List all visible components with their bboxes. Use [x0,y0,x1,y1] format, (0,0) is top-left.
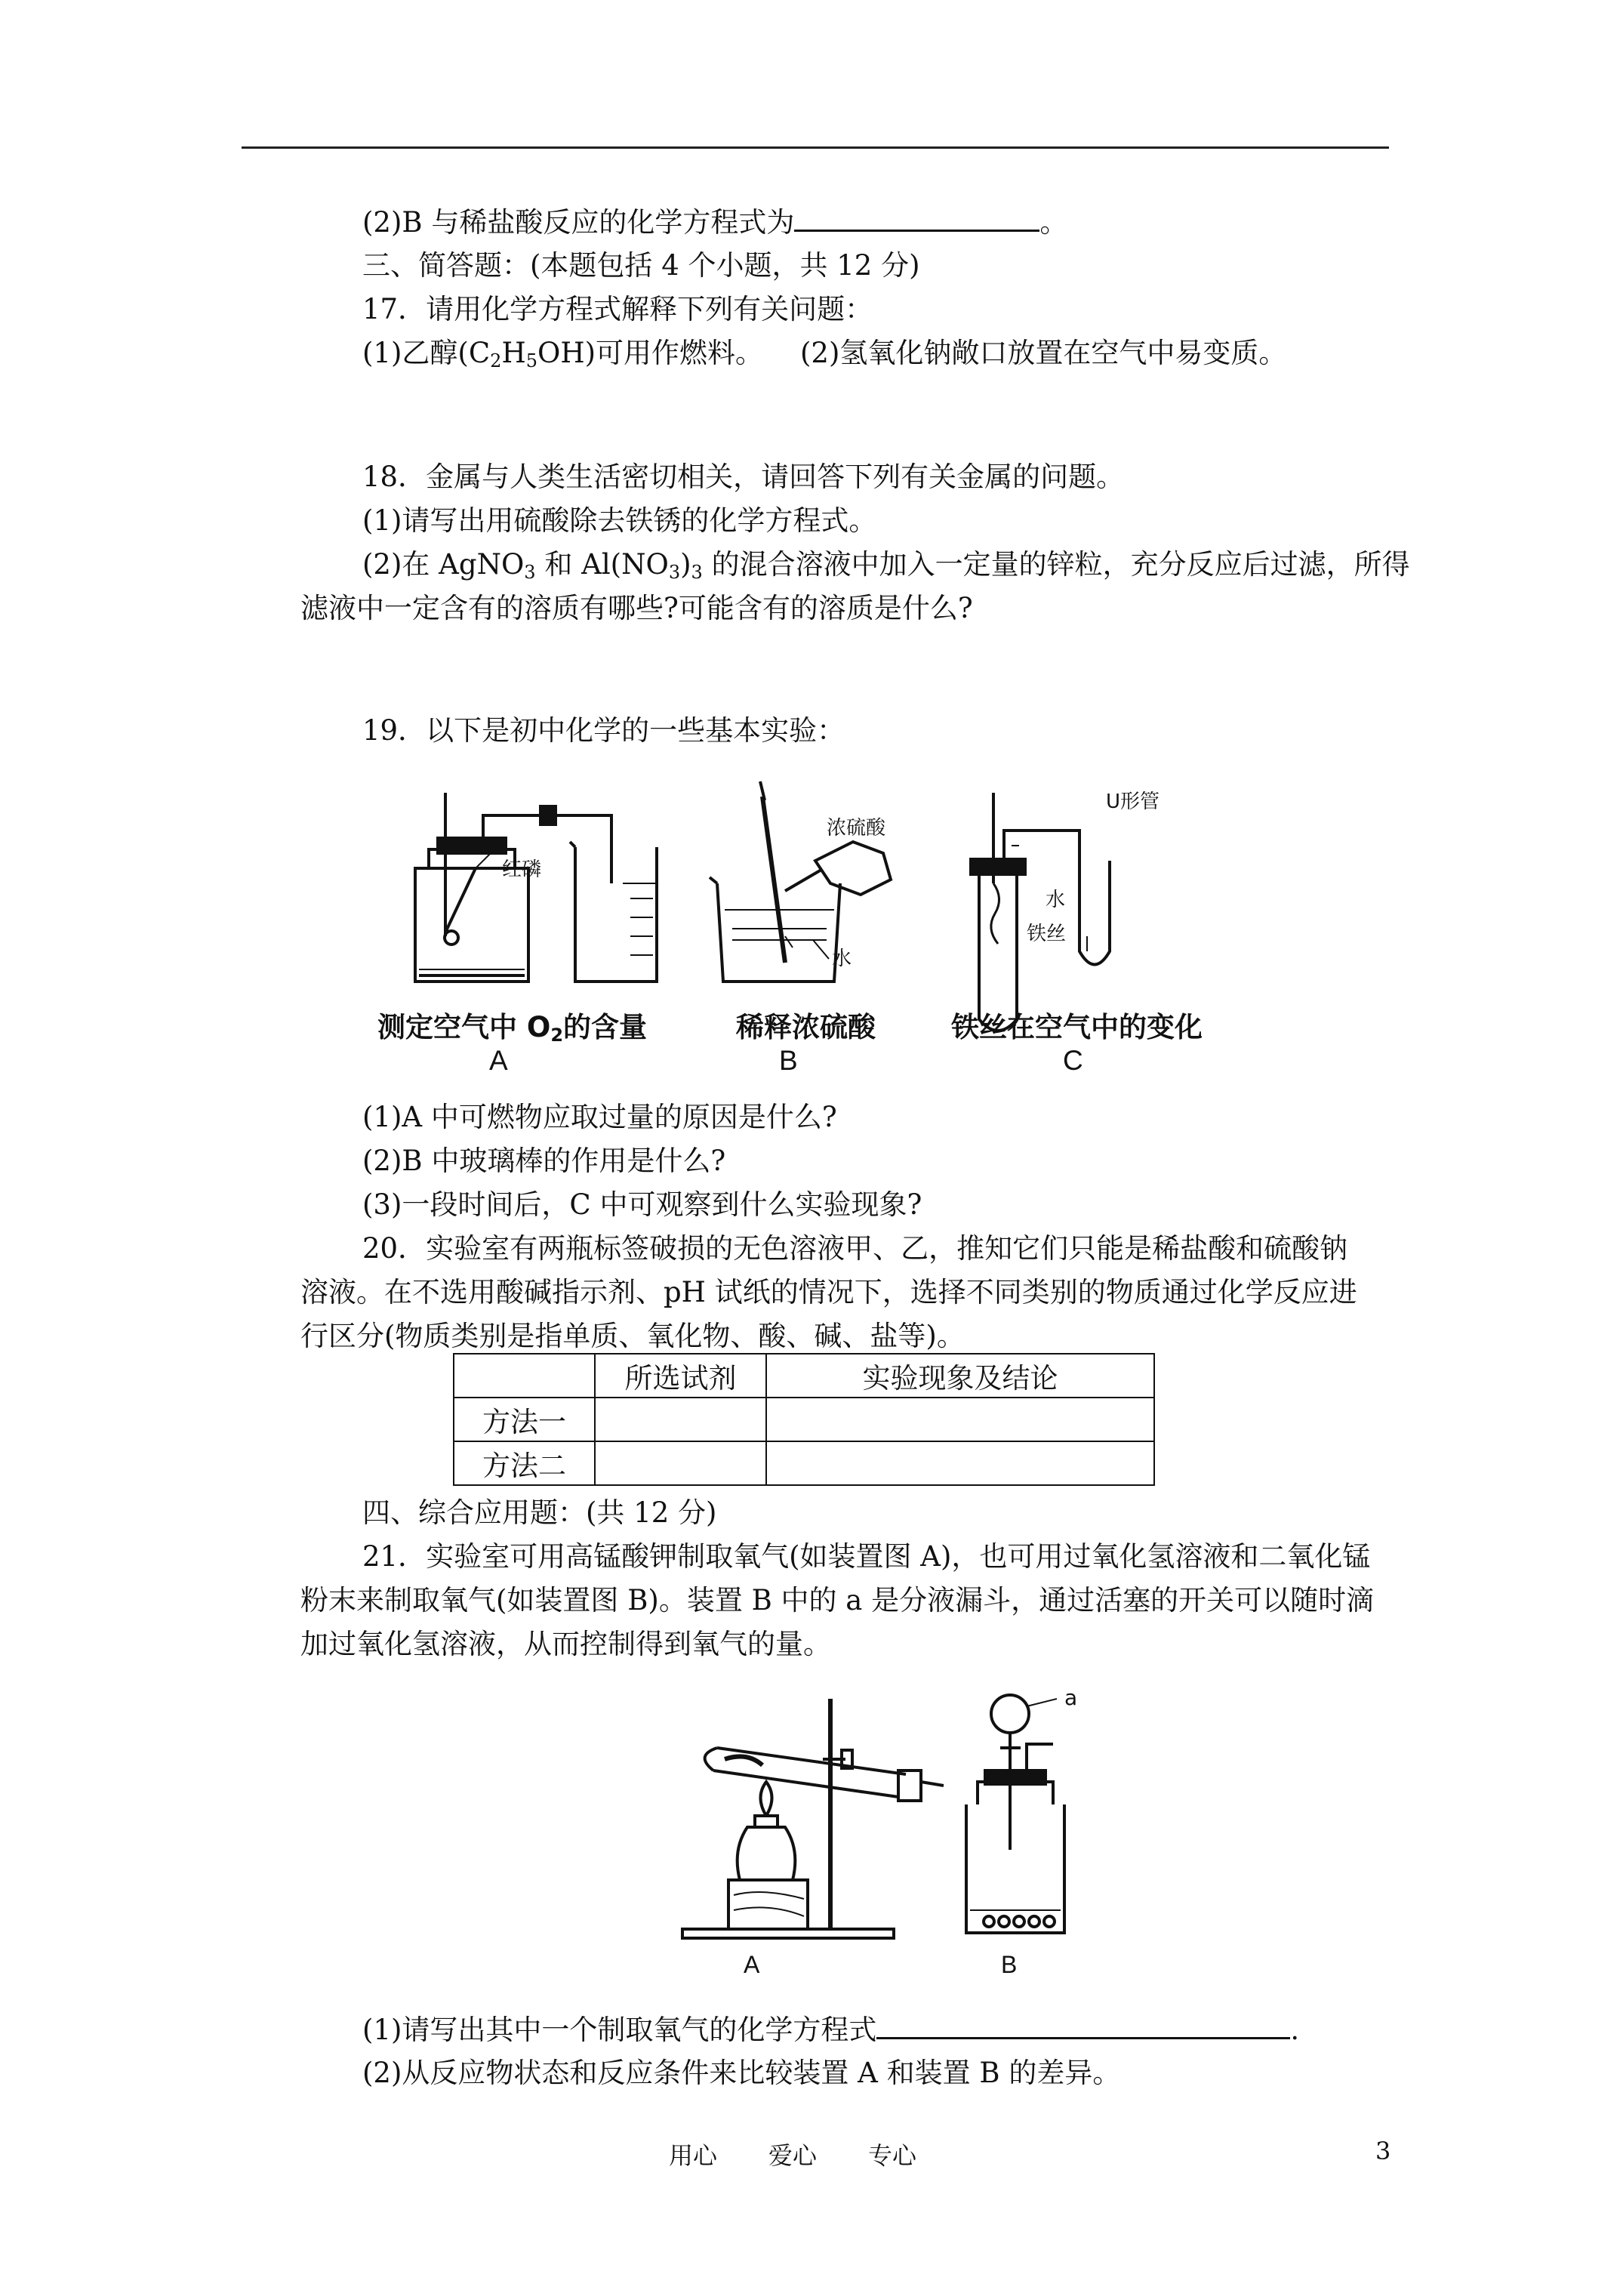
question-20-b: 溶液。在不选用酸碱指示剂、pH 试纸的情况下，选择不同类别的物质通过化学反应进 [300,1276,1357,1308]
table-row-label: 方法一 [454,1398,595,1441]
footer-left: 用心 [669,2141,718,2170]
question-21-a: 21．实验室可用高锰酸钾制取氧气(如装置图 A)，也可用过氧化氢溶液和二氧化锰 [362,1540,1371,1573]
figure-21-letter-a: A [744,1951,760,1978]
question-18-2-cont: 滤液中一定含有的溶质有哪些?可能含有的溶质是什么? [300,592,973,624]
table-cell-reagent[interactable] [595,1441,766,1485]
header-rule [242,146,1389,149]
label-u-tube: U形管 [1106,791,1160,813]
figure-21-letter-b: B [1001,1951,1018,1978]
figure-19-letter-a: A [489,1045,508,1076]
table-cell-result[interactable] [766,1441,1154,1485]
question-17-2: (2)氢氧化钠敞口放置在空气中易变质。 [800,337,1287,369]
question-17: 17．请用化学方程式解释下列有关问题： [362,293,873,325]
question-21-1: (1)请写出其中一个制取氧气的化学方程式 . [362,2011,1299,2048]
table-row [454,1441,1154,1485]
label-concentrated-acid: 浓硫酸 [827,817,886,840]
question-17-1: (1)乙醇$(C_2H_5OH)$可用作燃料。 [362,337,764,371]
caption-c: 铁丝在空气中的变化 [951,1011,1203,1043]
section-3-title: 三、简答题：(本题包括 4 个小题，共 12 分) [362,249,920,282]
table-cell-result[interactable] [766,1398,1154,1441]
question-16-2: (2)B 与稀盐酸反应的化学方程式为 。 [362,204,1067,241]
label-iron-wire: 铁丝 [1027,923,1067,945]
question-18-1: (1)请写出用硫酸除去铁锈的化学方程式。 [362,504,877,537]
answer-blank[interactable] [876,2011,1290,2039]
caption-b: 稀释浓硫酸 [736,1011,876,1043]
figure-21-apparatus [672,1676,1140,1993]
label-water-c: 水 [1046,889,1066,911]
figure-19-letter-b: B [779,1045,798,1076]
table-header-cell: 所选试剂 [595,1354,766,1398]
label-funnel-a: a [1064,1685,1078,1710]
caption-a: 测定空气中 $O_2$的含量 [377,1011,648,1046]
page-number: 3 [1375,2137,1391,2165]
table-header-cell: 实验现象及结论 [766,1354,1154,1398]
answer-blank[interactable] [794,204,1039,232]
question-21-b: 粉末来制取氧气(如装置图 B)。装置 B 中的 a 是分液漏斗，通过活塞的开关可以随时滴 [300,1584,1375,1616]
table-row [454,1398,1154,1441]
table-cell-reagent[interactable] [595,1398,766,1441]
label-red-phosphorus: 红磷 [502,858,542,881]
section-4-title: 四、综合应用题：(共 12 分) [362,1496,717,1529]
question-19-2: (2)B 中玻璃棒的作用是什么? [362,1145,726,1177]
question-18: 18．金属与人类生活密切相关，请回答下列有关金属的问题。 [362,461,1125,493]
footer-right: 专心 [868,2141,917,2170]
question-20-c: 行区分(物质类别是指单质、氧化物、酸、碱、盐等)。 [300,1320,965,1352]
label-water-b: 水 [832,948,852,970]
figure-19-letter-c: C [1063,1045,1083,1076]
question-20-a: 20．实验室有两瓶标签破损的无色溶液甲、乙，推知它们只能是稀盐酸和硫酸钠 [362,1232,1348,1265]
table-header-cell [454,1354,595,1398]
question-19-1: (1)A 中可燃物应取过量的原因是什么? [362,1101,837,1133]
question-21-c: 加过氧化氢溶液，从而控制得到氧气的量。 [300,1628,831,1660]
question-18-2: (2)在 AgNO$_3$ 和 $Al(NO_3)_3$ 的混合溶液中加入一定量的锌粒，充分反应后过滤，所得 [362,548,1410,583]
question-21-2: (2)从反应物状态和反应条件来比较装置 A 和装置 B 的差异。 [362,2057,1121,2089]
footer-middle: 爱心 [768,2141,818,2170]
table-header-row [454,1354,1154,1398]
methods-table [453,1353,1155,1486]
question-19-3: (3)一段时间后，C 中可观察到什么实验现象? [362,1188,922,1221]
table-row-label: 方法二 [454,1441,595,1485]
question-19: 19．以下是初中化学的一些基本实验： [362,714,845,747]
